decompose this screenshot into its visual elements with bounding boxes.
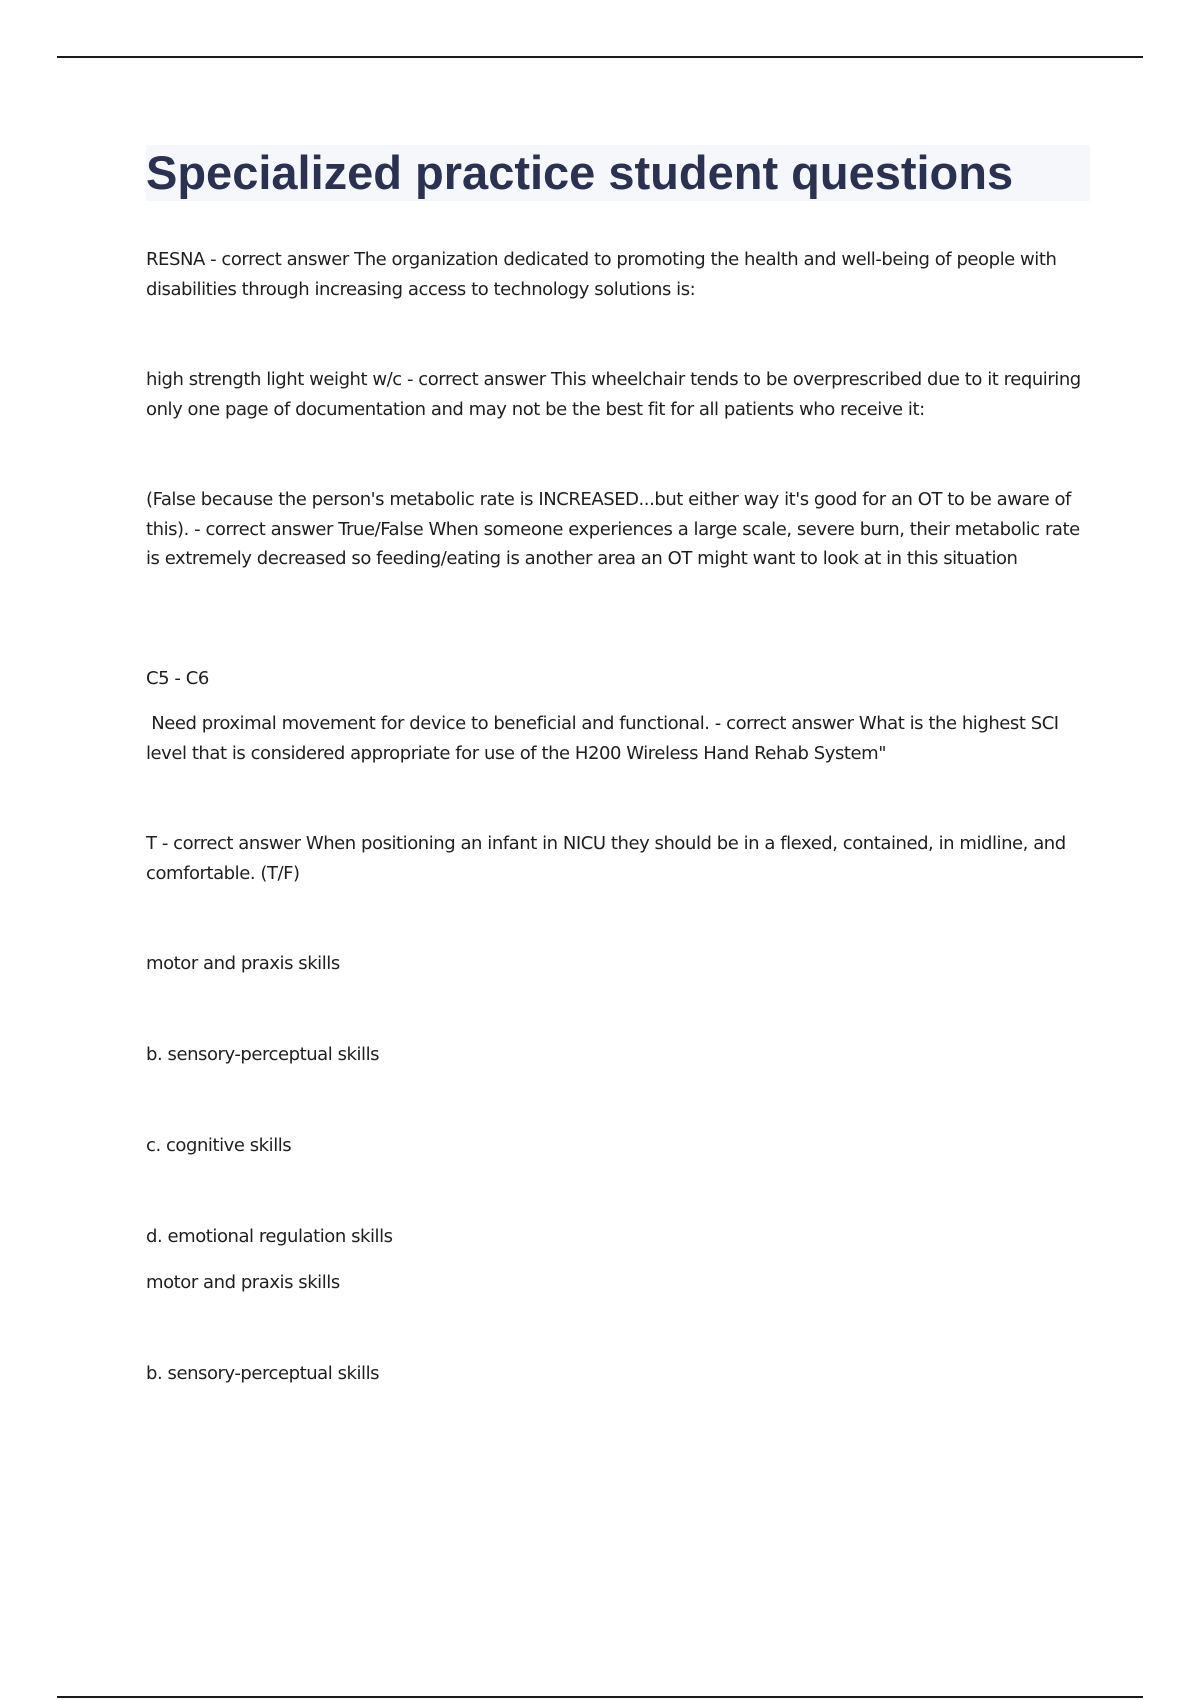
document-title: Specialized practice student questions — [146, 146, 1014, 199]
paragraph-motor-praxis: motor and praxis skills — [146, 953, 340, 974]
paragraph-resna: RESNA - correct answer The organization dedicated to promoting the health and well-being of people with disabilities through increasing access to technology solutions is: — [146, 249, 1057, 300]
paragraph-emotional-regulation: d. emotional regulation skills — [146, 1226, 393, 1247]
paragraph-cognitive: c. cognitive skills — [146, 1135, 292, 1156]
paragraph-burn-metabolic: (False because the person's metabolic rate is INCREASED...but either way it's good for an OT to be aware of this). - correct answer True/False When someone experiences a large scale, severe burn, their metabolic rate is extremely decreased so feeding/eating is another area an OT might want to look at in this situation — [146, 489, 1080, 569]
paragraph-motor-praxis-repeat: motor and praxis skills — [146, 1272, 340, 1293]
bottom-rule — [57, 1696, 1143, 1698]
paragraph-c5-c6: C5 - C6 — [146, 668, 209, 689]
paragraph-sensory-perceptual: b. sensory-perceptual skills — [146, 1044, 380, 1065]
paragraph-nicu: T - correct answer When positioning an infant in NICU they should be in a flexed, contained, in midline, and comfortable. (T/F) — [146, 833, 1066, 884]
paragraph-h200: Need proximal movement for device to beneficial and functional. - correct answer What is the highest SCI level that is considered appropriate for use of the H200 Wireless Hand Rehab System" — [146, 713, 1064, 764]
paragraph-sensory-perceptual-repeat: b. sensory-perceptual skills — [146, 1363, 380, 1384]
paragraph-wheelchair: high strength light weight w/c - correct answer This wheelchair tends to be overprescribed due to it requiring only one page of documentation and may not be the best fit for all patients who receive it: — [146, 369, 1081, 420]
top-rule — [57, 56, 1143, 58]
